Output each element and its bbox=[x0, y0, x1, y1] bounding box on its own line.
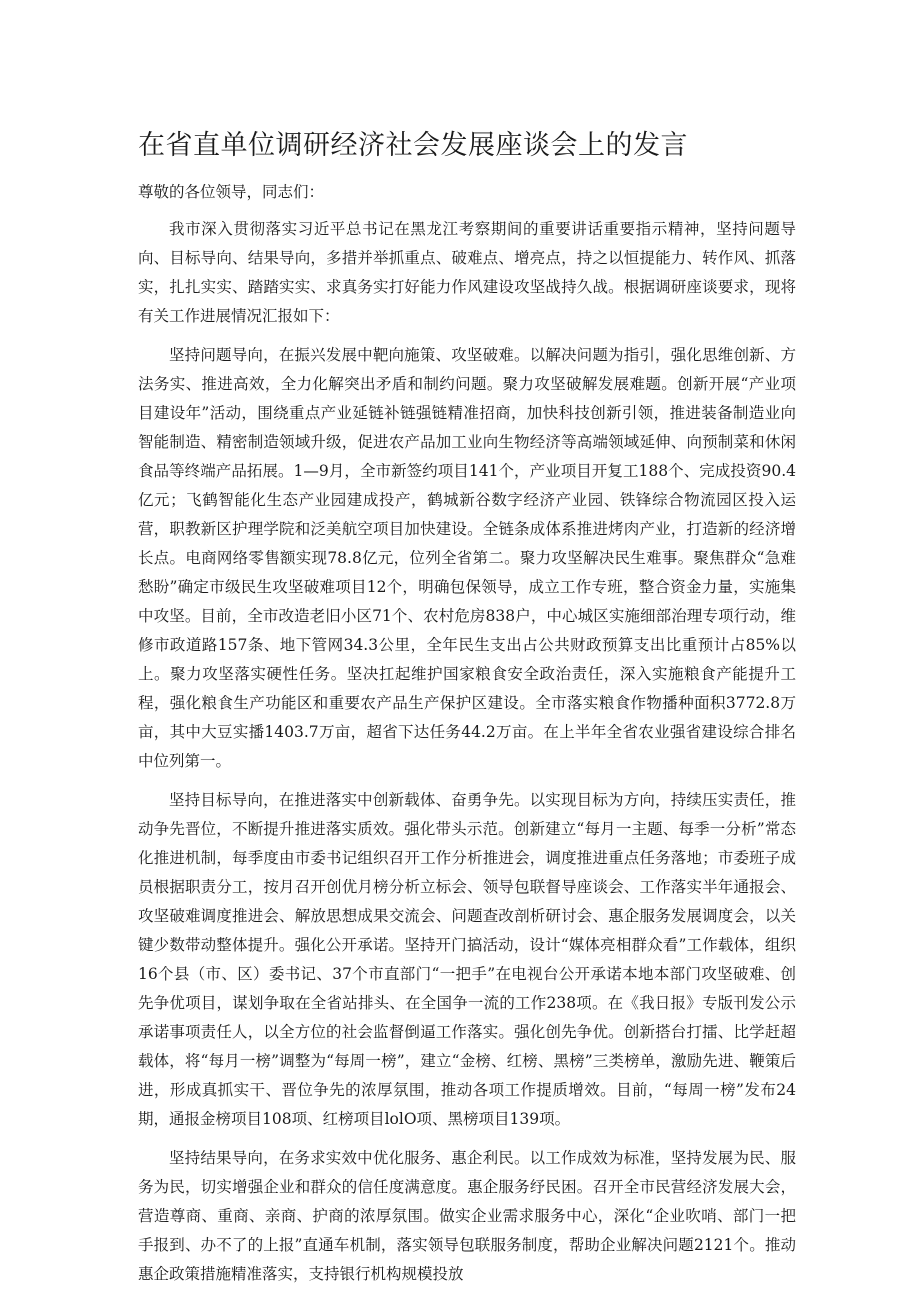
document-title: 在省直单位调研经济社会发展座谈会上的发言 bbox=[138, 130, 688, 161]
document-page bbox=[138, 128, 796, 1299]
salutation: 尊敬的各位领导，同志们： bbox=[138, 183, 325, 201]
paragraph-result-oriented: 坚持结果导向，在务求实效中优化服务、惠企利民。以工作成效为标准，坚持发展为民、服务为民，切实增强企业和群众的信任度满意度。惠企服务纾民困。召开全市民营经济发展大会，营造尊商、重商、亲商、护商的浓厚氛围。做实企业需求服务中心，深化“企业吹哨、部门一把手报到、办不了的上报”直通车机制，落实领导包联服务制度，帮助企业解决问题2121个。推动惠企政策措施精准落实，支持银行机构规模投放 bbox=[138, 1149, 796, 1283]
paragraph-intro: 我市深入贯彻落实习近平总书记在黑龙江考察期间的重要讲话重要指示精神，坚持问题导向、目标导向、结果导向，多措并举抓重点、破难点、增亮点，持之以恒提能力、转作风、抓落实，扎扎实实、踏踏实实、求真务实打好能力作风建设攻坚战持久战。根据调研座谈要求，现将有关工作进展情况汇报如下： bbox=[138, 220, 796, 325]
paragraph-problem-oriented: 坚持问题导向，在振兴发展中靶向施策、攻坚破难。以解决问题为指引，强化思维创新、方法务实、推进高效，全力化解突出矛盾和制约问题。聚力攻坚破解发展难题。创新开展“产业项目建设年”活动，围绕重点产业延链补链强链精准招商，加快科技创新引领，推进装备制造业向智能制造、精密制造领域升级，促进农产品加工业向生物经济等高端领域延伸、向预制菜和休闲食品等终端产品拓展。1—9月，全市新签约项目141个，产业项目开复工188个、完成投资90.4亿元；飞鹤智能化生态产业园建成投产，鹤城新谷数字经济产业园、铁锋综合物流园区投入运营，职教新区护理学院和泛美航空项目加快建设。全链条成体系推进烤肉产业，打造新的经济增长点。电商网络零售额实现78.8亿元，位列全省第二。聚力攻坚解决民生难事。聚焦群众“急难愁盼”确定市级民生攻坚破难项目12个，明确包保领导，成立工作专班，整合资金力量，实施集中攻坚。目前，全市改造老旧小区71个、农村危房838户，中心城区实施细部治理专项行动，维修市政道路157条、地下管网34.3公里，全年民生支出占公共财政预算支出比重预计占85%以上。聚力攻坚落实硬性任务。坚决扛起维护国家粮食安全政治责任，深入实施粮食产能提升工程，强化粮食生产功能区和重要农产品生产保护区建设。全市落实粮食作物播种面积3772.8万亩，其中大豆实播1403.7万亩，超省下达任务44.2万亩。在上半年全省农业强省建设综合排名中位列第一。 bbox=[138, 346, 796, 770]
paragraph-goal-oriented: 坚持目标导向，在推进落实中创新载体、奋勇争先。以实现目标为方向，持续压实责任，推动争先晋位，不断提升推进落实质效。强化带头示范。创新建立“每月一主题、每季一分析”常态化推进机制，每季度由市委书记组织召开工作分析推进会，调度推进重点任务落地；市委班子成员根据职责分工，按月召开创优月榜分析立标会、领导包联督导座谈会、工作落实半年通报会、攻坚破难调度推进会、解放思想成果交流会、问题查改剖析研讨会、惠企服务发展调度会，以关键少数带动整体提升。强化公开承诺。坚持开门搞活动，设计“媒体亮相群众看”工作载体，组织16个县（市、区）委书记、37个市直部门“一把手”在电视台公开承诺本地本部门攻坚破难、创先争优项目，谋划争取在全省站排头、在全国争一流的工作238项。在《我日报》专版刊发公示承诺事项责任人，以全方位的社会监督倒逼工作落实。强化创先争优。创新搭台打擂、比学赶超载体，将“每月一榜”调整为“每周一榜”，建立“金榜、红榜、黑榜”三类榜单，激励先进、鞭策后进，形成真抓实干、晋位争先的浓厚氛围，推动各项工作提质增效。目前，“每周一榜”发布24期，通报金榜项目108项、红榜项目lolO项、黑榜项目139项。 bbox=[138, 791, 796, 1128]
